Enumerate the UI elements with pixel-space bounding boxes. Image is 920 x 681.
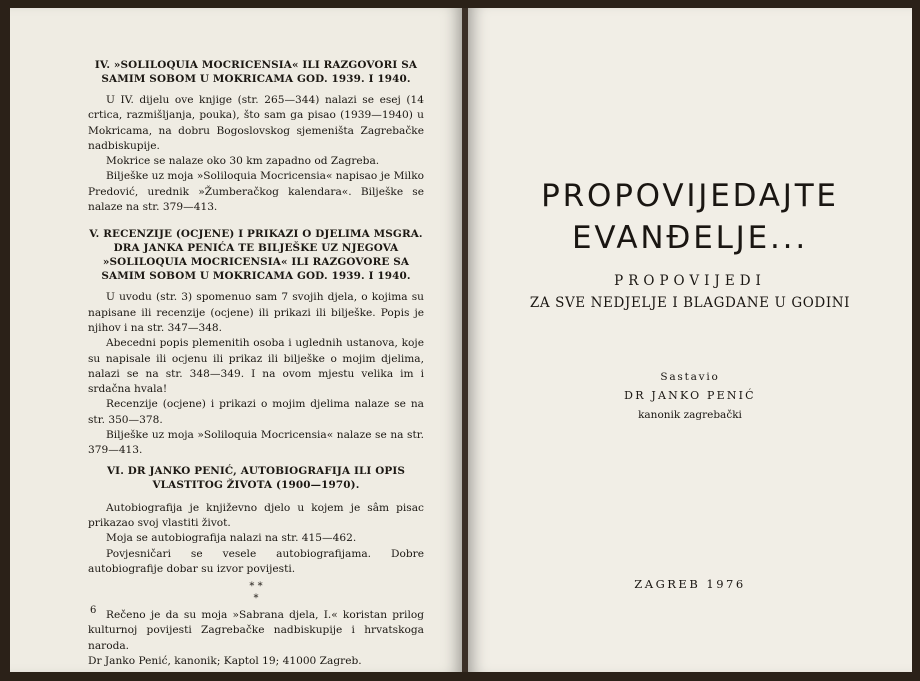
compiled-by: Sastavio (660, 371, 720, 383)
stars-top: * * (249, 581, 263, 593)
section-6-heading: VI. DR JANKO PENIĆ, AUTOBIOGRAFIJA ILI OPIS VLASTITOG ŽIVOTA (1900—1970). (106, 464, 406, 491)
subtitle-line-1: PROPOVIJEDI (614, 273, 766, 289)
paragraph: Abecedni popis plemenitih osoba i uglednih ustanova, koje su napisale ili ocjenu ili prikaz ili bilješke o mojim djelima, nalazi se na str. 348—349. I na ovom mjestu velika im i srdačna hvala! (88, 337, 424, 396)
paragraph: U uvodu (str. 3) spomenuo sam 7 svojih djela, o kojima su napisane ili recenzije (ocjene) ili prikazi ili bilješke. Popis je njihov i na str. 347—348. (88, 291, 424, 334)
closing-paragraph: Rečeno je da su moja »Sabrana djela, I.« koristan prilog kulturnoj povijesti Zagrebačke nadbiskupije i hrvatskoga naroda. (88, 609, 424, 652)
author-title: kanonik zagrebački (638, 409, 742, 421)
paragraph: Recenzije (ocjene) i prikazi o mojim djelima nalaze se na str. 350—378. (88, 398, 424, 426)
paragraph: Mokrice se nalaze oko 30 km zapadno od Zagreba. (106, 155, 380, 168)
signature: Dr Janko Penić, kanonik; Kaptol 19; 41000 Zagreb. (88, 655, 362, 668)
stars-bottom: * (253, 593, 259, 605)
title-line-2: EVANĐELJE... (572, 220, 808, 256)
author-name: DR JANKO PENIĆ (624, 389, 756, 402)
subtitle-line-2: ZA SVE NEDJELJE I BLAGDANE U GODINI (529, 295, 851, 311)
book-spread (10, 8, 912, 672)
title-line-1: PROPOVIJEDAJTE (541, 178, 839, 214)
left-page-text (88, 58, 424, 669)
left-page (10, 8, 462, 672)
paragraph: Moja se autobiografija nalazi na str. 415—462. (106, 532, 357, 545)
paragraph: Autobiografija je književno djelo u kojem je sâm pisac prikazao svoj vlastiti život. (88, 501, 424, 529)
paragraph: Povjesničari se vesele autobiografijama. Dobre autobiografije dobar su izvor povijesti. (88, 547, 424, 575)
paragraph: U IV. dijelu ove knjige (str. 265—344) nalazi se esej (14 crtica, razmišljanja, pouka), što sam ga pisao (1939—1940) u Mokricama, na dobru Bogoslovskog sjemeništa Zagrebačke nadbiskupije. (88, 94, 424, 152)
paragraph: Bilješke uz moja »Soliloquia Mocricensia« napisao je Milko Predović, urednik »Žumberačkog kalendara«. Bilješke se nalaze na str. 379—413. (88, 170, 424, 214)
section-5-heading: V. RECENZIJE (OCJENE) I PRIKAZI O DJELIMA MSGRA. DRA JANKA PENIĆA TE BILJEŠKE UZ NJEGOVA »SOLILOQUIA MOCRICENSIA« ILI RAZGOVORE SA SAMIM SOBOM U MOKRICAMA GOD. 1939. I 1940. (89, 228, 423, 283)
paragraph: Bilješke uz moja »Soliloquia Mocricensia« nalaze se na str. 379—413. (88, 429, 424, 457)
page-number: 6 (90, 605, 97, 616)
right-page (468, 8, 912, 672)
section-4-heading: IV. »SOLILOQUIA MOCRICENSIA« ILI RAZGOVORI SA SAMIM SOBOM U MOKRICAMA GOD. 1939. I 1940. (94, 59, 418, 85)
place-year: ZAGREB 1976 (634, 577, 746, 591)
